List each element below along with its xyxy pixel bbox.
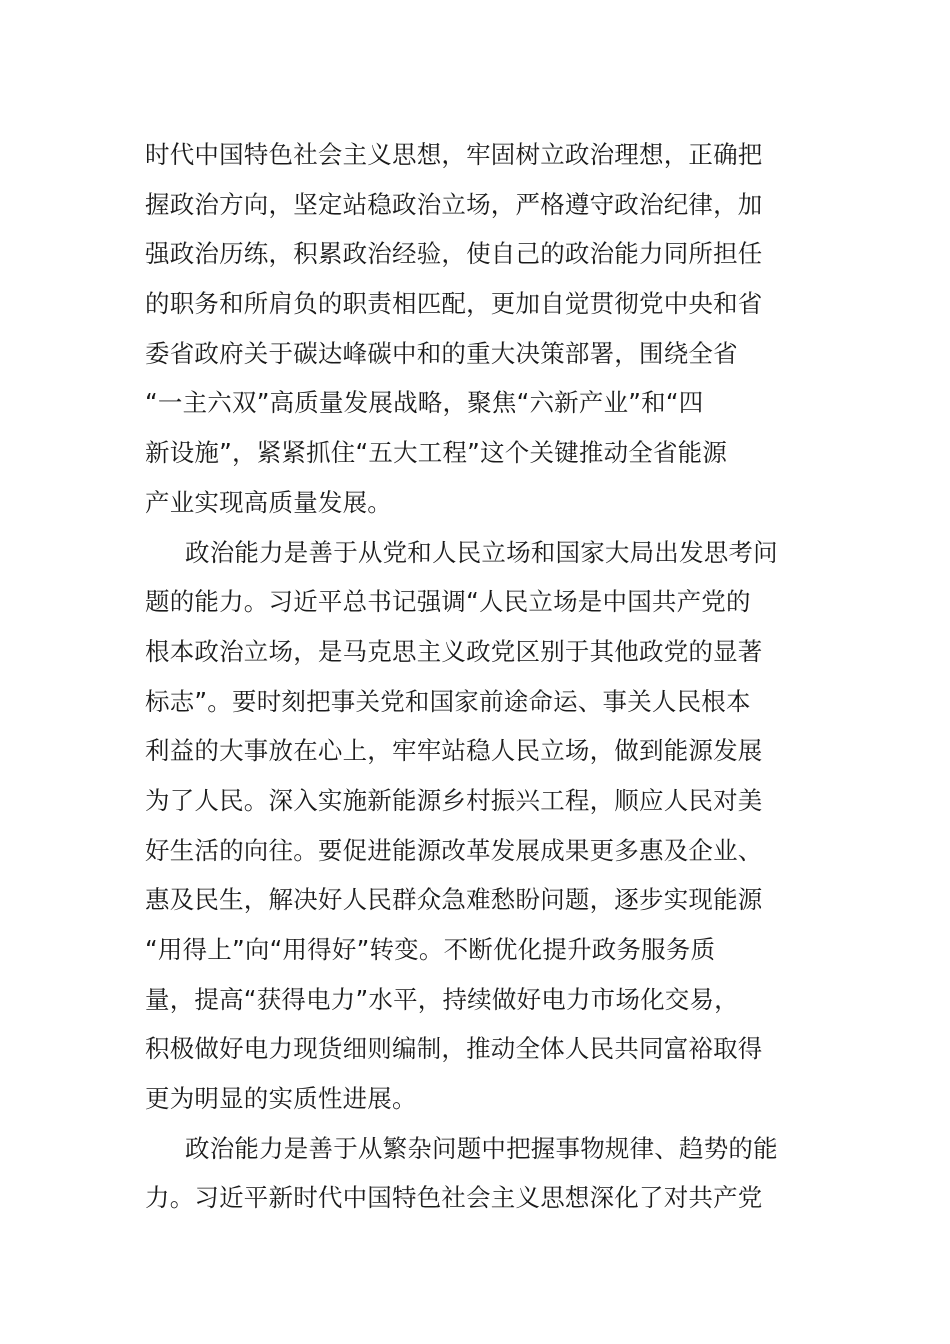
text-line: “一主六双”高质量发展战略，聚焦“六新产业”和“四 — [145, 388, 704, 418]
text-line: 强政治历练，积累政治经验，使自己的政治能力同所担任 — [145, 239, 763, 269]
text-line: 积极做好电力现货细则编制，推动全体人民共同富裕取得 — [145, 1034, 763, 1064]
text-line: 的职务和所肩负的职责相匹配，更加自觉贯彻党中央和省 — [145, 289, 763, 319]
paragraph-start-line: 政治能力是善于从党和人民立场和国家大局出发思考问 — [185, 537, 778, 567]
text-line: 时代中国特色社会主义思想，牢固树立政治理想，正确把 — [145, 140, 763, 169]
text-line: 好生活的向往。要促进能源改革发展成果更多惠及企业、 — [145, 835, 763, 865]
text-line: 惠及民生，解决好人民群众急难愁盼问题，逐步实现能源 — [145, 885, 763, 915]
text-line: 力。习近平新时代中国特色社会主义思想深化了对共产党 — [145, 1183, 763, 1213]
text-line: 握政治方向，坚定站稳政治立场，严格遵守政治纪律，加 — [145, 189, 763, 219]
text-line: 题的能力。习近平总书记强调“人民立场是中国共产党的 — [145, 587, 751, 617]
text-line: 标志”。要时刻把事关党和国家前途命运、事关人民根本 — [145, 686, 751, 716]
text-line: 新设施”，紧紧抓住“五大工程”这个关键推动全省能源 — [145, 438, 728, 468]
text-line: 根本政治立场，是马克思主义政党区别于其他政党的显著 — [145, 636, 763, 666]
body-text — [145, 130, 805, 1223]
text-line: 量，提高“获得电力”水平，持续做好电力市场化交易， — [145, 984, 739, 1014]
text-line: 为了人民。深入实施新能源乡村振兴工程，顺应人民对美 — [145, 785, 763, 815]
text-line: 产业实现高质量发展。 — [145, 487, 392, 517]
text-line: 利益的大事放在心上，牢牢站稳人民立场，做到能源发展 — [145, 736, 763, 766]
text-line: “用得上”向“用得好”转变。不断优化提升政务服务质 — [145, 935, 716, 964]
text-line: 委省政府关于碳达峰碳中和的重大决策部署，围绕全省 — [145, 338, 738, 368]
text-line: 更为明显的实质性进展。 — [145, 1084, 417, 1114]
paragraph-start-line: 政治能力是善于从繁杂问题中把握事物规律、趋势的能 — [185, 1133, 778, 1163]
